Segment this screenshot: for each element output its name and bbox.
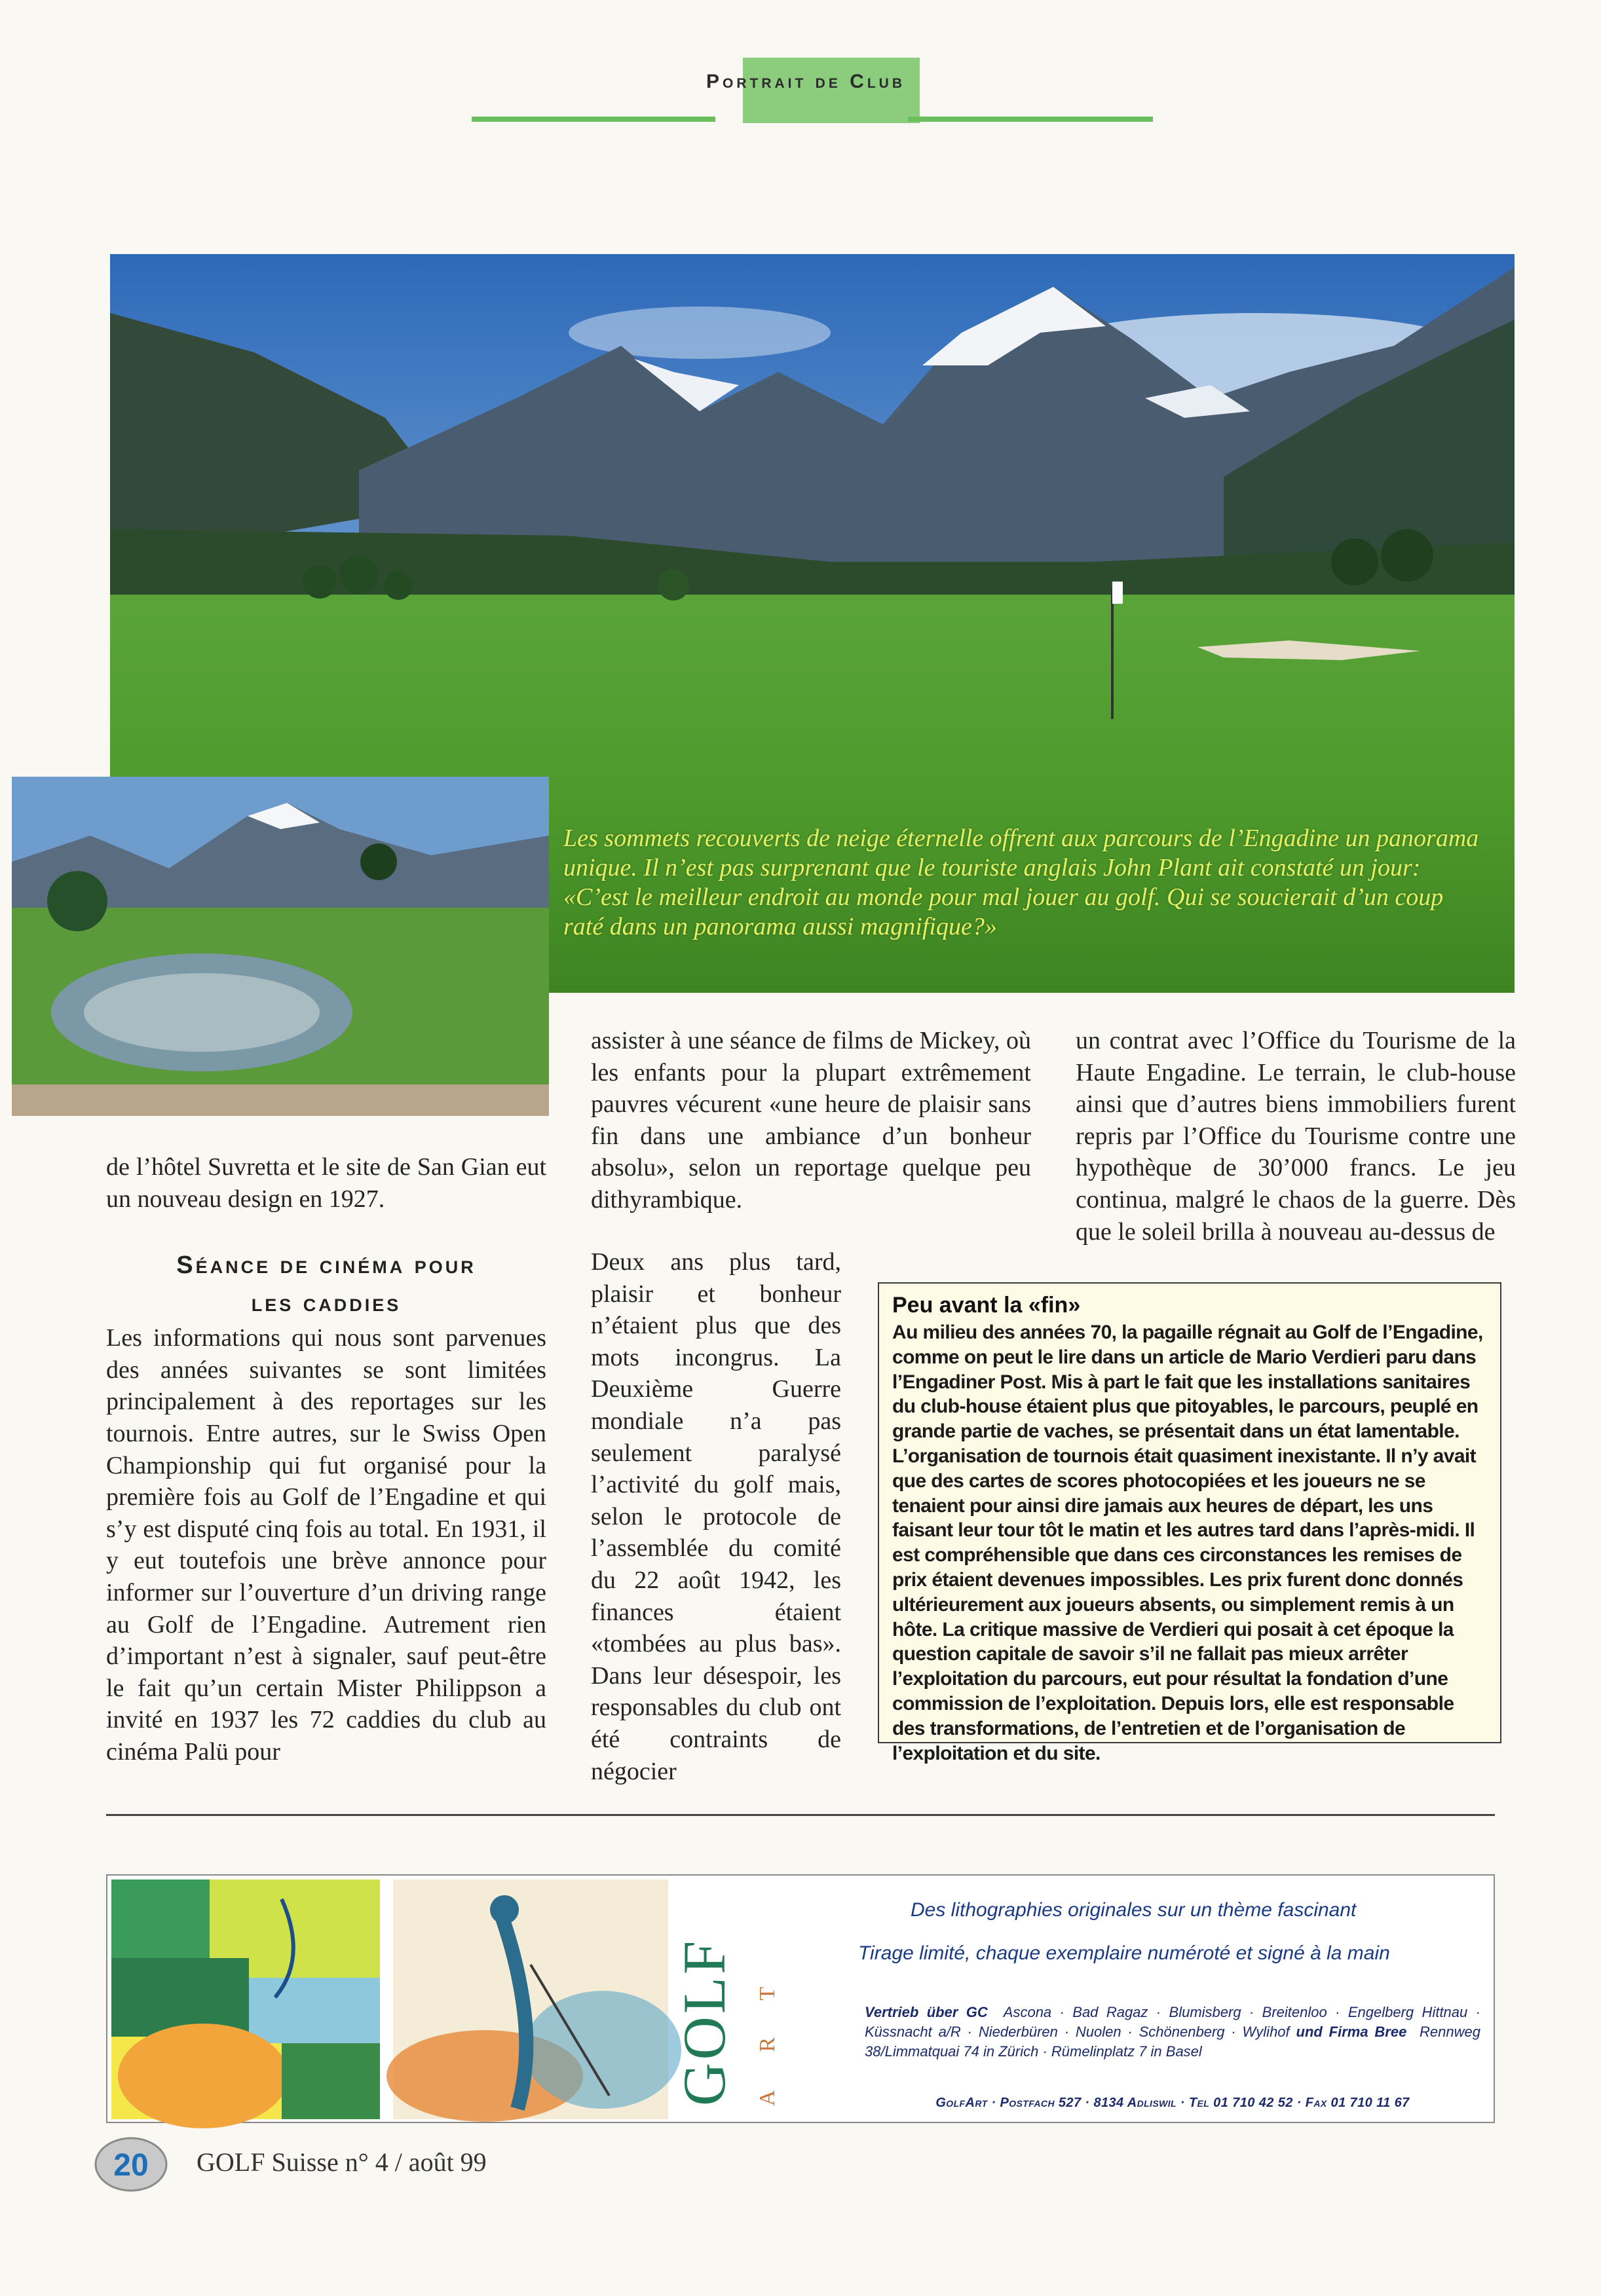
page-number: 20 bbox=[113, 2148, 149, 2183]
ad-vertrieb-label: Vertrieb über GC bbox=[865, 2004, 988, 2020]
page-number-badge bbox=[92, 2135, 170, 2194]
article-column-2-narrow bbox=[591, 1246, 841, 1787]
section-title: Portrait de Club bbox=[706, 71, 905, 92]
article-column-3 bbox=[1076, 1025, 1516, 1248]
section-heading-line-1: Séance de cinéma pour bbox=[176, 1251, 476, 1280]
logo-art-text: ART bbox=[755, 1949, 780, 2106]
photo-caption: Les sommets recouverts de neige éternelle offrent aux parcours de l’Engadine un panorama unique. Il n’est pas surprenant que le touriste anglais John Plant ait constaté un jour: «C’est le meilleur endroit au monde pour mal jouer au golf. Qui se soucierait d’un coup raté dans un panorama aussi magnifique?» bbox=[563, 824, 1479, 940]
ad-subline: Tirage limité, chaque exemplaire numéroté et signé à la main bbox=[858, 1942, 1390, 1964]
header-rule-left bbox=[472, 117, 715, 122]
ad-headline: Des lithographies originales sur un thème fascinant bbox=[911, 1899, 1357, 1921]
article-column-2 bbox=[591, 1025, 1031, 1216]
article-column-1 bbox=[106, 1151, 546, 1768]
inset-photo-river bbox=[12, 777, 549, 1116]
article-paragraph: un contrat avec l’Office du Tourisme de la Haute Engadine. Le terrain, le club-house ainsi que d’autres biens immobiliers furent repris par l’Office du Tourisme contre une hypothèque de 30’000 francs. Le jeu continua, malgré le chaos de la guerre. Dès que le soleil brilla à nouveau au-dessus de bbox=[1076, 1027, 1516, 1246]
logo-golf-text: GOLF bbox=[671, 1938, 738, 2106]
sidebar-body: Au milieu des années 70, la pagaille régnait au Golf de l’Engadine, comme on peut le lire dans un article de Mario Verdieri paru dans l’Engadiner Post. Mis à part le fait que les installations sanitaires du club-house étaient plus que pitoyables, le parcours, peuplé en grande partie de vaches, se présentait dans un état lamentable. L’organisation de tournois était quasiment inexistante. Il n’y avait que des cartes de scores photocopiées et les joueurs ne se tenaient pour ainsi dire jamais aux heures de départ, les uns faisant leur tour tôt le matin et les autres tard dans l’après-midi. Il est compréhensible que dans ces circonstances les remises de prix étaient devenues impossibles. Les prix furent donc donnés ultérieurement aux joueurs absents, ou simplement remis à un hôte. La critique massive de Verdieri qui posait à cet époque la question capitale de savoir s’il ne fallait pas mieux arrêter l’exploitation du parcours, eut pour résultat la fondation d’une commission de l’exploitation. Depuis lors, elle est responsable des transformations, de l’entretien et de l’organisation de l’exploitation et du site. bbox=[892, 1322, 1483, 1764]
golf-art-logo bbox=[671, 1893, 786, 2109]
section-heading-line-2: les caddies bbox=[251, 1289, 402, 1318]
ad-contact-line: GolfArt · Postfach 527 · 8134 Adliswil · Tel 01 710 42 52 · Fax 01 710 11 67 bbox=[935, 2096, 1410, 2110]
ad-firma-label: und Firma Bree bbox=[1296, 2024, 1407, 2040]
article-intro: de l’hôtel Suvretta et le site de San Gian eut un nouveau design en 1927. bbox=[106, 1153, 546, 1213]
footer-publication: GOLF Suisse n° 4 / août 99 bbox=[197, 2147, 487, 2177]
ad-distribution-list bbox=[865, 2003, 1480, 2062]
ad-lithograph-abstract bbox=[111, 1879, 380, 2119]
sidebar-title: Peu avant la «fin» bbox=[892, 1293, 1081, 1318]
article-paragraph: Les informations qui nous sont parvenues des années suivantes se sont limitées principalement à des reportages sur les tournois. Entre autres, sur le Swiss Open Championship qui fut organisé pour la première fois au Golf de l’Engadine et qui s’y est disputé cinq fois au total. En 1931, il y eut toutefois une brève annonce pour informer sur l’ouverture d’un driving range au Golf de l’Engadine. Autrement rien d’important n’est à signaler, sauf peut-être le fait qu’un certain Mister Philippson a invité en 1937 les 72 caddies du club au cinéma Palü pour bbox=[106, 1324, 546, 1766]
ad-firma-address: Rennweg 38/Limmatquai 74 in Zürich · Rümelinplatz 7 in Basel bbox=[865, 2024, 1480, 2060]
article-paragraph: assister à une séance de films de Mickey, où les enfants pour la plupart extrêmement pauvres vécurent «une heure de plaisir sans fin dans une ambiance d’un bonheur absolu», selon un reportage quelque peu dithyrambique. bbox=[591, 1027, 1031, 1213]
sidebar-box bbox=[878, 1282, 1501, 1764]
bottom-rule bbox=[106, 1814, 1495, 1816]
ad-locations: Ascona · Bad Ragaz · Blumisberg · Breitenloo · Engelberg Hittnau · Küssnacht a/R · Niederbüren · Nuolen · Schönenberg · Wylihof bbox=[865, 2004, 1480, 2040]
article-paragraph: Deux ans plus tard, plaisir et bonheur n’étaient plus que des mots incongrus. La Deuxième Guerre mondiale n’a pas seulement paralysé l’activité du golf mais, selon le protocole de l’assemblée du comité du 22 août 1942, les finances étaient «tombées au plus bas». Dans leur désespoir, les responsables du club ont été contraints de négocier bbox=[591, 1248, 841, 1785]
header-rule-right bbox=[908, 117, 1153, 122]
ad-lithograph-golfer bbox=[393, 1879, 668, 2119]
